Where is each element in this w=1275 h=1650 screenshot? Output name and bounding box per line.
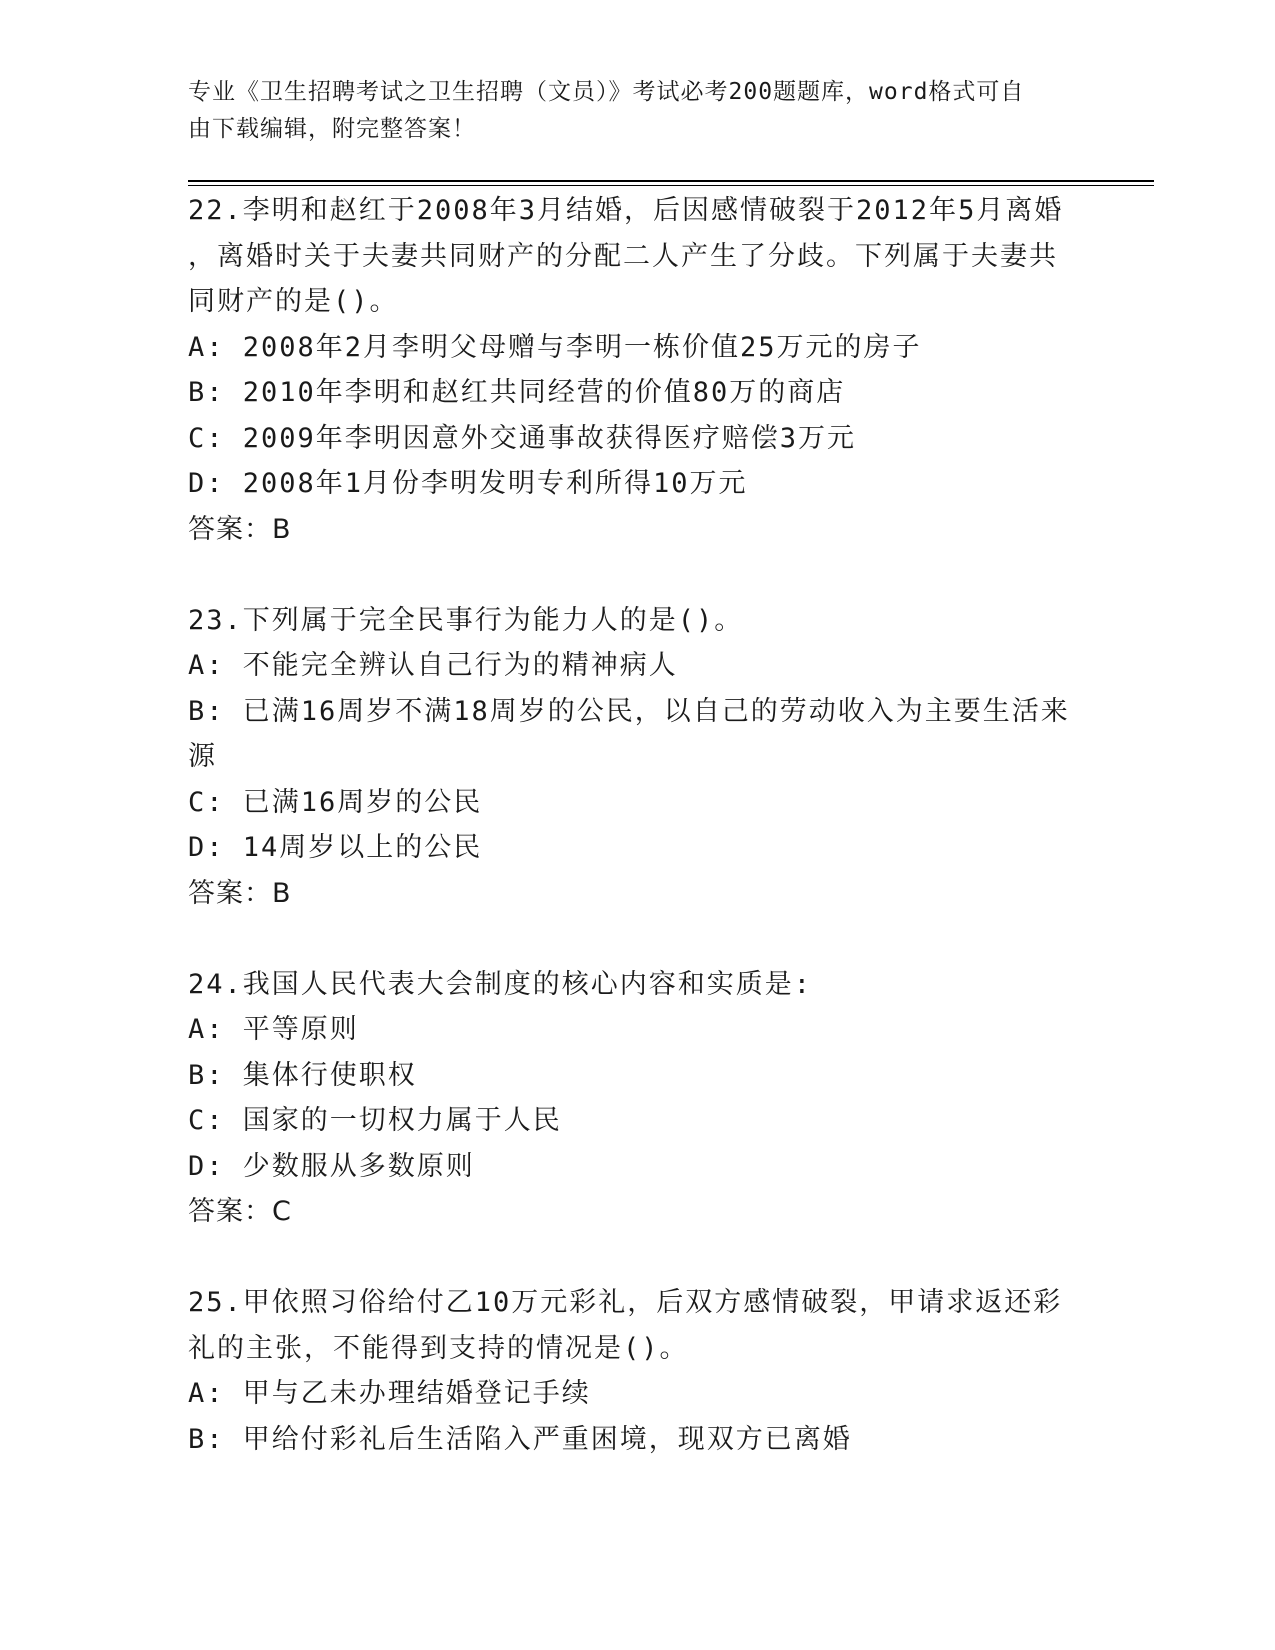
- question-stem-line: 24.我国人民代表大会制度的核心内容和实质是:: [188, 968, 813, 1000]
- question-25: [188, 1280, 1088, 1462]
- option-d: D: 2008年1月份李明发明专利所得10万元: [188, 468, 748, 499]
- option-b: B: 甲给付彩礼后生活陷入严重困境，现双方已离婚: [188, 1423, 852, 1455]
- option-a: A: 不能完全辨认自己行为的精神病人: [188, 650, 678, 681]
- question-22: [188, 188, 1088, 552]
- header-line-2: 由下载编辑，附完整答案！: [188, 116, 476, 142]
- answer-label: 答案：C: [188, 1196, 292, 1227]
- option-a: A: 甲与乙未办理结婚登记手续: [188, 1378, 591, 1409]
- option-d: D: 少数服从多数原则: [188, 1150, 475, 1182]
- option-d: D: 14周岁以上的公民: [188, 832, 483, 863]
- option-c: C: 2009年李明因意外交通事故获得医疗赔偿3万元: [188, 422, 857, 454]
- option-c: C: 国家的一切权力属于人民: [188, 1105, 562, 1136]
- option-c: C: 已满16周岁的公民: [188, 786, 483, 818]
- header-line-1: 专业《卫生招聘考试之卫生招聘（文员）》考试必考200题题库，word格式可自: [188, 79, 1025, 105]
- question-spacer: [188, 1235, 1088, 1281]
- question-stem-line: 23.下列属于完全民事行为能力人的是()。: [188, 604, 744, 636]
- question-list: [188, 188, 1088, 1462]
- header-divider-thin: [188, 185, 1154, 186]
- question-spacer: [188, 916, 1088, 962]
- answer-label: 答案：B: [188, 513, 292, 545]
- question-stem-line: 25.甲依照习俗给付乙10万元彩礼，后双方感情破裂，甲请求返还彩: [188, 1287, 1063, 1318]
- header-divider-thick: [188, 180, 1154, 182]
- option-b: B: 集体行使职权: [188, 1059, 417, 1091]
- option-b: B: 2010年李明和赵红共同经营的价值80万的商店: [188, 377, 846, 408]
- option-a: A: 平等原则: [188, 1014, 359, 1045]
- option-a: A: 2008年2月李明父母赠与李明一栋价值25万元的房子: [188, 331, 922, 363]
- question-spacer: [188, 552, 1088, 598]
- question-24: [188, 962, 1088, 1235]
- option-b: B: 已满16周岁不满18周岁的公民，以自己的劳动收入为主要生活来: [188, 695, 1070, 727]
- answer-label: 答案：B: [188, 877, 292, 909]
- question-stem-line: 22.李明和赵红于2008年3月结婚，后因感情破裂于2012年5月离婚: [188, 195, 1064, 226]
- question-stem-line: 同财产的是()。: [188, 286, 399, 317]
- question-stem-line: ，离婚时关于夫妻共同财产的分配二人产生了分歧。下列属于夫妻共: [188, 240, 1058, 272]
- option-b-continued: 源: [188, 741, 217, 772]
- question-23: [188, 598, 1088, 917]
- document-header: [188, 74, 1088, 148]
- question-stem-line: 礼的主张，不能得到支持的情况是()。: [188, 1332, 689, 1364]
